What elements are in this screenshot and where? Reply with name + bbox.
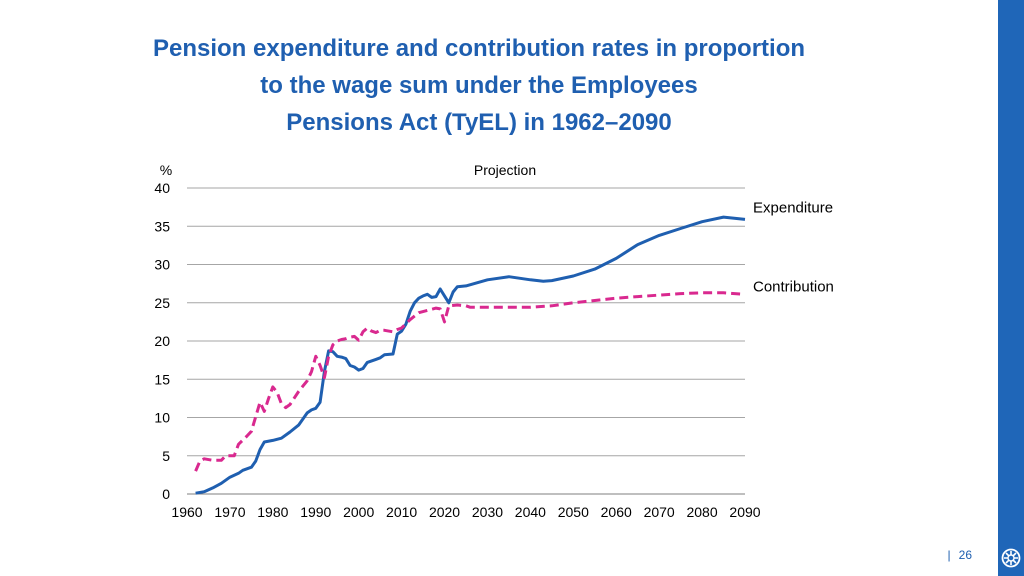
x-tick-label-2030: 2030 [471,504,504,520]
series-lines [196,217,745,493]
grid-lines [187,188,745,456]
y-tick-label-10: 10 [154,409,170,426]
page-number [948,548,972,562]
series-line-contribution [196,293,745,471]
series-label-contribution: Contribution [753,278,834,296]
x-tick-label-1980: 1980 [257,504,289,520]
x-tick-label-2090: 2090 [729,504,761,520]
x-tick-label-2050: 2050 [557,504,589,520]
page-number-value: 26 [958,548,972,562]
brand-sidebar [998,0,1024,576]
slide-title-line-1: Pension expenditure and contribution rates in proportion [152,35,806,62]
y-axis-unit-label: % [159,162,173,178]
slide-title-line-2: to the wage sum under the Employees [260,72,698,99]
x-tick-label-2000: 2000 [343,504,375,520]
x-tick-label-2010: 2010 [386,504,418,520]
y-tick-label-15: 15 [154,371,170,388]
y-tick-label-0: 0 [162,486,170,502]
y-tick-label-40: 40 [154,180,170,196]
series-line-expenditure [196,217,745,493]
x-tick-label-2060: 2060 [600,504,632,520]
y-tick-label-5: 5 [162,447,170,464]
x-tick-label-2040: 2040 [514,504,546,520]
x-tick-label-2020: 2020 [428,504,461,520]
y-tick-label-20: 20 [154,333,170,349]
x-tick-label-2080: 2080 [686,504,718,520]
x-tick-label-2070: 2070 [643,504,675,520]
x-tick-label-1970: 1970 [214,504,246,520]
x-tick-label-1990: 1990 [300,504,332,520]
y-tick-label-35: 35 [154,218,170,235]
projection-annotation: Projection [473,162,537,178]
y-tick-label-25: 25 [154,294,170,311]
x-tick-label-1960: 1960 [171,504,203,520]
logo-icon [1001,548,1021,568]
series-label-expenditure: Expenditure [753,199,834,217]
y-tick-label-30: 30 [154,256,170,273]
slide-title-line-3: Pensions Act (TyEL) in 1962–2090 [286,109,672,136]
page-separator: | [947,548,951,562]
